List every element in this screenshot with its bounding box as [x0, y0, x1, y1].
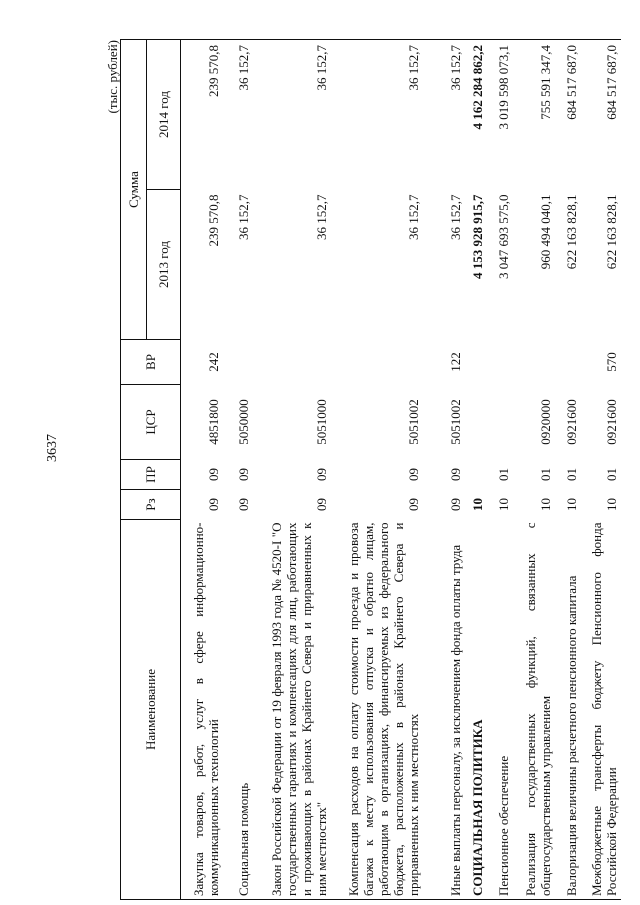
row-pr: 09 [405, 468, 421, 481]
row-csr: 4851800 [205, 399, 221, 445]
row-name: Иные выплаты персоналу, за исключением фонда оплаты труда [423, 520, 465, 900]
row-rz: 09 [235, 498, 251, 511]
row-csr [487, 385, 513, 460]
row-rz: 09 [405, 498, 421, 511]
row-name: Пенсионное обеспечение [487, 520, 513, 900]
row-name: Межбюджетные трансферты бюджету Пенсионного фонда Российской Федерации [581, 520, 621, 900]
row-2013: 960 494 040,1 [537, 194, 553, 270]
row-2013: 36 152,7 [235, 194, 251, 240]
row-2013: 622 163 828,1 [603, 194, 619, 270]
row-rz: 10 [563, 498, 579, 511]
row-pr: 09 [447, 468, 463, 481]
row-rz: 09 [205, 498, 221, 511]
row-vr: 242 [205, 352, 221, 372]
row-rz: 10 [603, 498, 619, 511]
header-pr: ПР [121, 460, 181, 490]
row-pr: 09 [313, 468, 329, 481]
table-row [253, 40, 331, 900]
row-vr: 122 [447, 352, 463, 372]
header-csr: ЦСР [121, 385, 181, 460]
row-vr [331, 340, 423, 385]
row-2014: 3 019 598 073,1 [487, 40, 513, 190]
row-2014: 4 162 284 862,2 [465, 40, 487, 190]
row-2013: 36 152,7 [447, 194, 463, 240]
table-row [423, 40, 465, 900]
row-name: Валоризация величины расчетного пенсионного капитала [555, 520, 581, 900]
row-name: Социальная помощь [223, 520, 253, 900]
table-row [555, 40, 581, 900]
row-csr: 0921600 [603, 399, 619, 445]
row-pr [465, 460, 487, 490]
row-vr [513, 340, 555, 385]
row-rz: 09 [313, 498, 329, 511]
row-name: Закупка товаров, работ, услуг в сфере информационно-коммуникационных технологий [181, 520, 223, 900]
row-csr: 5051002 [405, 399, 421, 445]
row-name: Реализация государственных функций, связанных с общегосударственным управлением [513, 520, 555, 900]
header-year-2013: 2013 год [147, 190, 181, 340]
rotated-content [105, 40, 620, 900]
table-row [331, 40, 423, 900]
header-rz: Рз [121, 490, 181, 520]
row-2014: 684 517 687,0 [581, 40, 621, 190]
row-2013: 36 152,7 [405, 194, 421, 240]
row-rz: 09 [447, 498, 463, 511]
row-2013: 3 047 693 575,0 [495, 194, 511, 279]
row-2013: 4 153 928 915,7 [469, 194, 485, 279]
header-sum: Сумма [121, 40, 147, 340]
row-2014: 755 591 347,4 [513, 40, 555, 190]
row-csr: 5051002 [447, 399, 463, 445]
row-rz: 10 [537, 498, 553, 511]
row-2014: 36 152,7 [223, 40, 253, 190]
row-pr: 01 [603, 468, 619, 481]
row-2014: 36 152,7 [253, 40, 331, 190]
row-vr [555, 340, 581, 385]
row-csr [465, 385, 487, 460]
row-csr: 0921600 [563, 399, 579, 445]
row-pr: 09 [235, 468, 251, 481]
table-row [223, 40, 253, 900]
row-csr: 5050000 [235, 399, 251, 445]
row-2014: 684 517 687,0 [555, 40, 581, 190]
row-2013: 239 570,8 [205, 194, 221, 247]
row-vr [487, 340, 513, 385]
row-vr: 570 [603, 352, 619, 372]
table-row [487, 40, 513, 900]
units-label: (тыс. рублей) [105, 40, 120, 114]
table-row [181, 40, 223, 900]
row-csr: 5051000 [313, 399, 329, 445]
row-2013: 36 152,7 [313, 194, 329, 240]
row-pr: 01 [537, 468, 553, 481]
row-rz: 10 [469, 498, 485, 511]
row-name: Компенсация расходов на оплату стоимости проезда и провоза багажа к месту использования отпуска и обратно лицам, работающим в организациях, финансируемых из федерального бюджета, расположенных в районах Крайнего Севера и приравненных к ним местностях [331, 520, 423, 900]
header-year-2014: 2014 год [147, 40, 181, 190]
row-rz: 10 [495, 498, 511, 511]
budget-table [120, 39, 621, 900]
row-2014: 36 152,7 [423, 40, 465, 190]
row-pr: 01 [563, 468, 579, 481]
row-2013: 622 163 828,1 [563, 194, 579, 270]
row-name: Закон Российской Федерации от 19 февраля 1993 года № 4520-I "О государственных гарантиях и компенсациях для лиц, работающих и проживающих в районах Крайнего Севера и приравненных к ним местностях" [253, 520, 331, 900]
row-vr [465, 340, 487, 385]
table-row [465, 40, 487, 900]
page-number: 3637 [45, 434, 60, 462]
row-csr: 0920000 [537, 399, 553, 445]
row-2014: 239 570,8 [181, 40, 223, 190]
row-name: СОЦИАЛЬНАЯ ПОЛИТИКА [465, 520, 487, 900]
table-row [581, 40, 621, 900]
row-2014: 36 152,7 [331, 40, 423, 190]
row-pr: 09 [205, 468, 221, 481]
row-vr [253, 340, 331, 385]
header-name: Наименование [121, 520, 181, 900]
table-row [513, 40, 555, 900]
row-pr: 01 [495, 468, 511, 481]
row-vr [223, 340, 253, 385]
header-vr: ВР [121, 340, 181, 385]
